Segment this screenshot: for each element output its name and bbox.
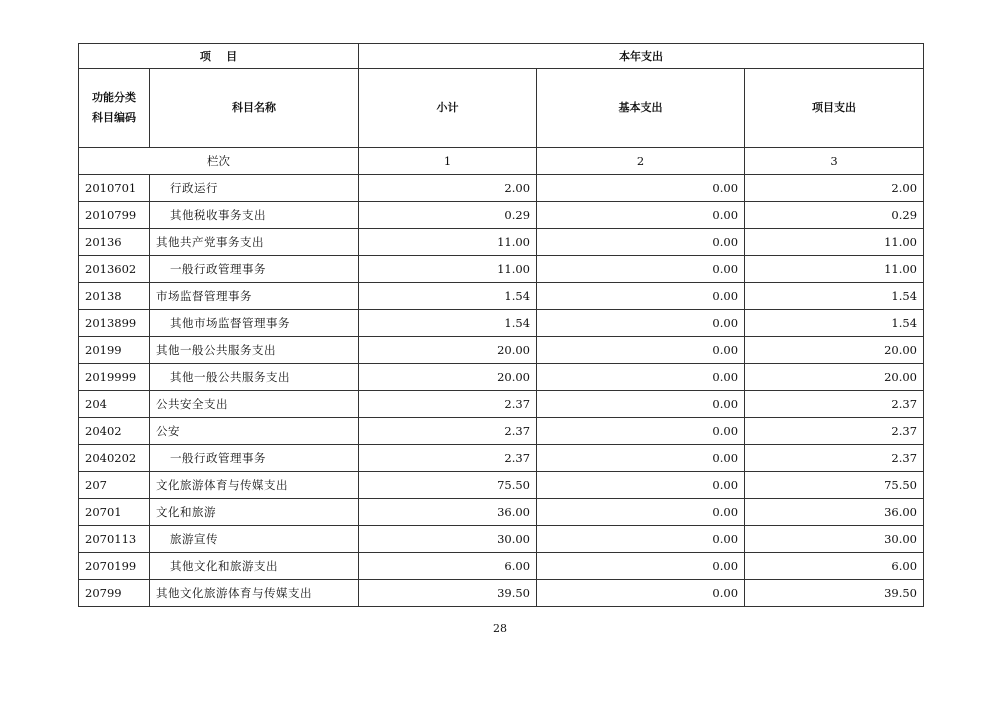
row-code: 2010799 <box>79 202 150 229</box>
row-code: 207 <box>79 472 150 499</box>
table-row <box>79 310 924 337</box>
row-name: 其他一般公共服务支出 <box>150 337 359 364</box>
row-basic: 0.00 <box>537 202 745 229</box>
row-code: 20138 <box>79 283 150 310</box>
row-basic: 0.00 <box>537 283 745 310</box>
row-basic: 0.00 <box>537 526 745 553</box>
row-project: 39.50 <box>745 580 924 607</box>
row-code: 2013899 <box>79 310 150 337</box>
item-header: 项 目 <box>79 44 359 69</box>
row-basic: 0.00 <box>537 418 745 445</box>
row-code: 20136 <box>79 229 150 256</box>
table-row <box>79 472 924 499</box>
row-project: 11.00 <box>745 229 924 256</box>
row-name: 公安 <box>150 418 359 445</box>
table-row <box>79 391 924 418</box>
row-code: 20199 <box>79 337 150 364</box>
column-number-3: 3 <box>745 148 924 175</box>
row-basic: 0.00 <box>537 445 745 472</box>
row-subtotal: 11.00 <box>359 229 537 256</box>
row-name: 文化和旅游 <box>150 499 359 526</box>
row-project: 1.54 <box>745 283 924 310</box>
table-row <box>79 256 924 283</box>
column-number-row <box>79 148 924 175</box>
row-subtotal: 2.37 <box>359 391 537 418</box>
row-project: 20.00 <box>745 337 924 364</box>
row-code: 2010701 <box>79 175 150 202</box>
row-code: 20701 <box>79 499 150 526</box>
row-name: 市场监督管理事务 <box>150 283 359 310</box>
row-subtotal: 0.29 <box>359 202 537 229</box>
column-number-1: 1 <box>359 148 537 175</box>
table-row <box>79 283 924 310</box>
table-row <box>79 526 924 553</box>
name-header: 科目名称 <box>150 69 359 148</box>
row-project: 6.00 <box>745 553 924 580</box>
code-header-line1: 功能分类 <box>92 91 136 104</box>
row-subtotal: 1.54 <box>359 310 537 337</box>
table-row <box>79 553 924 580</box>
row-project: 2.00 <box>745 175 924 202</box>
table-row <box>79 580 924 607</box>
column-number-2: 2 <box>537 148 745 175</box>
basic-header: 基本支出 <box>537 69 745 148</box>
row-basic: 0.00 <box>537 580 745 607</box>
row-name: 其他一般公共服务支出 <box>150 364 359 391</box>
row-project: 20.00 <box>745 364 924 391</box>
code-header <box>79 69 150 148</box>
row-basic: 0.00 <box>537 553 745 580</box>
row-project: 36.00 <box>745 499 924 526</box>
row-name: 一般行政管理事务 <box>150 445 359 472</box>
table-row <box>79 202 924 229</box>
row-name: 其他共产党事务支出 <box>150 229 359 256</box>
row-name: 公共安全支出 <box>150 391 359 418</box>
row-basic: 0.00 <box>537 391 745 418</box>
row-code: 204 <box>79 391 150 418</box>
row-code: 2040202 <box>79 445 150 472</box>
row-basic: 0.00 <box>537 337 745 364</box>
row-subtotal: 20.00 <box>359 337 537 364</box>
table-row <box>79 445 924 472</box>
row-name: 其他税收事务支出 <box>150 202 359 229</box>
row-name: 一般行政管理事务 <box>150 256 359 283</box>
row-basic: 0.00 <box>537 256 745 283</box>
row-name: 行政运行 <box>150 175 359 202</box>
subtotal-header: 小计 <box>359 69 537 148</box>
row-code: 20799 <box>79 580 150 607</box>
row-name: 旅游宣传 <box>150 526 359 553</box>
header-row-columns <box>79 69 924 148</box>
row-subtotal: 1.54 <box>359 283 537 310</box>
table-row <box>79 418 924 445</box>
header-row-top <box>79 44 924 69</box>
expense-header: 本年支出 <box>359 44 924 69</box>
row-code: 20402 <box>79 418 150 445</box>
row-project: 1.54 <box>745 310 924 337</box>
row-subtotal: 20.00 <box>359 364 537 391</box>
row-subtotal: 2.37 <box>359 445 537 472</box>
expenditure-table <box>78 43 924 607</box>
table-row <box>79 175 924 202</box>
code-header-line2: 科目编码 <box>92 111 136 124</box>
row-basic: 0.00 <box>537 175 745 202</box>
row-code: 2070199 <box>79 553 150 580</box>
row-name: 其他市场监督管理事务 <box>150 310 359 337</box>
row-code: 2013602 <box>79 256 150 283</box>
project-header: 项目支出 <box>745 69 924 148</box>
row-subtotal: 2.37 <box>359 418 537 445</box>
row-basic: 0.00 <box>537 310 745 337</box>
row-project: 2.37 <box>745 445 924 472</box>
row-project: 75.50 <box>745 472 924 499</box>
row-subtotal: 6.00 <box>359 553 537 580</box>
row-basic: 0.00 <box>537 472 745 499</box>
row-subtotal: 75.50 <box>359 472 537 499</box>
row-project: 30.00 <box>745 526 924 553</box>
page-number: 28 <box>493 622 507 635</box>
row-name: 文化旅游体育与传媒支出 <box>150 472 359 499</box>
row-name: 其他文化和旅游支出 <box>150 553 359 580</box>
row-name: 其他文化旅游体育与传媒支出 <box>150 580 359 607</box>
column-label: 栏次 <box>79 148 359 175</box>
row-project: 2.37 <box>745 418 924 445</box>
row-subtotal: 11.00 <box>359 256 537 283</box>
table-row <box>79 337 924 364</box>
row-project: 11.00 <box>745 256 924 283</box>
table-row <box>79 229 924 256</box>
row-subtotal: 39.50 <box>359 580 537 607</box>
row-basic: 0.00 <box>537 364 745 391</box>
table-row <box>79 364 924 391</box>
table-row <box>79 499 924 526</box>
row-code: 2019999 <box>79 364 150 391</box>
row-project: 0.29 <box>745 202 924 229</box>
row-basic: 0.00 <box>537 229 745 256</box>
row-subtotal: 30.00 <box>359 526 537 553</box>
row-code: 2070113 <box>79 526 150 553</box>
row-basic: 0.00 <box>537 499 745 526</box>
row-project: 2.37 <box>745 391 924 418</box>
row-subtotal: 36.00 <box>359 499 537 526</box>
row-subtotal: 2.00 <box>359 175 537 202</box>
